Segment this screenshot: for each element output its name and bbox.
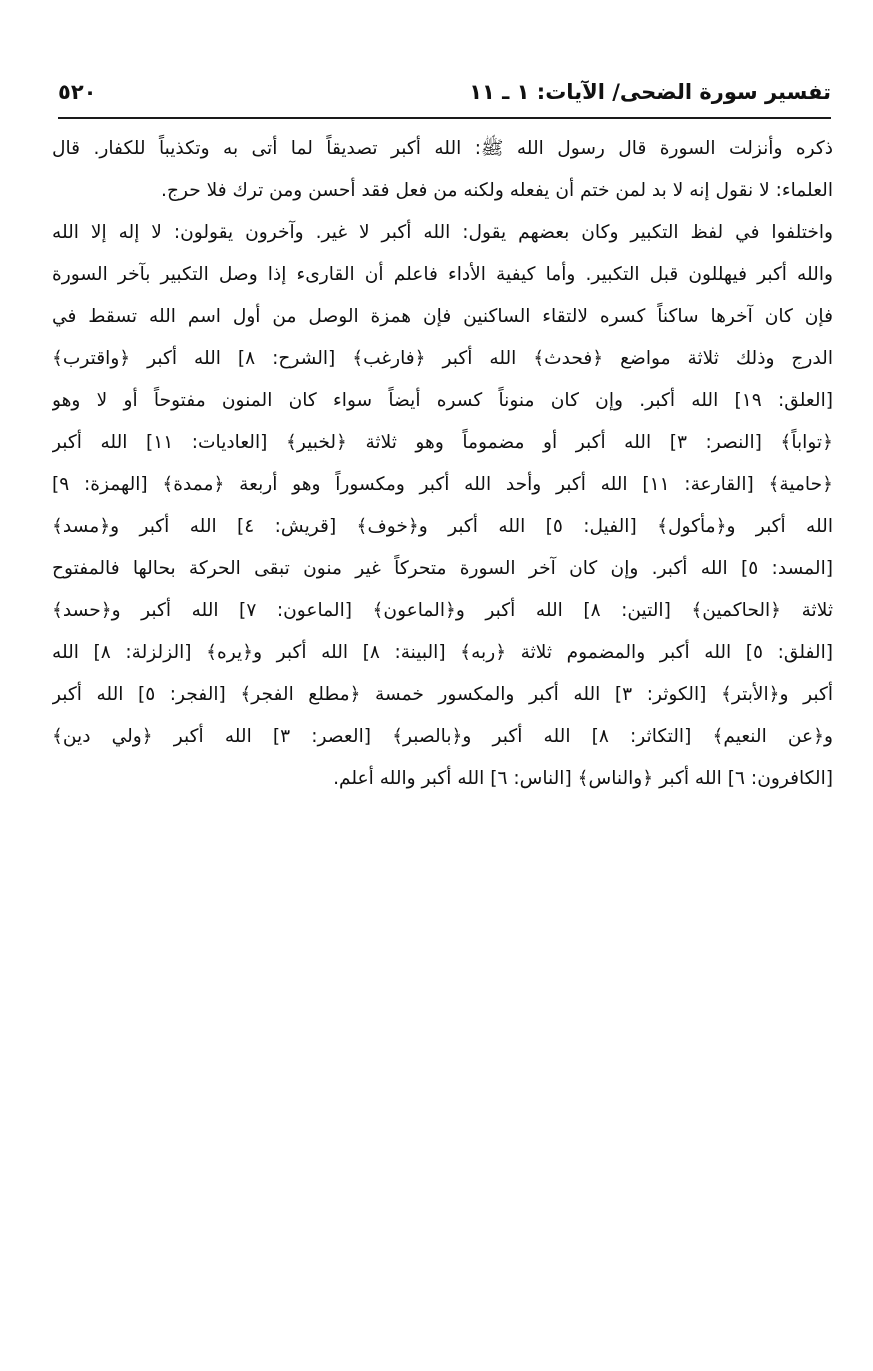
page-number: ٥٢٠	[58, 80, 97, 104]
text-line: الدرج وذلك ثلاثة مواضع ﴿فحدث﴾ الله أكبر ﴿فارغب﴾ [الشرح: ٨] الله أكبر ﴿واقترب﴾	[52, 348, 833, 369]
text-line: أكبر و﴿الأبتر﴾ [الكوثر: ٣] الله أكبر والمكسور خمسة ﴿مطلع الفجر﴾ [الفجر: ٥] الله أكبر	[52, 684, 833, 705]
text-line: ﴿حامية﴾ [القارعة: ١١] الله أكبر وأحد الله أكبر ومكسوراً وهو أربعة ﴿ممدة﴾ [الهمزة: ٩]	[52, 474, 833, 495]
text-line: الله أكبر و﴿مأكول﴾ [الفيل: ٥] الله أكبر و﴿خوف﴾ [قريش: ٤] الله أكبر و﴿مسد﴾	[52, 516, 833, 537]
text-line: ثلاثة ﴿الحاكمين﴾ [التين: ٨] الله أكبر و﴿الماعون﴾ [الماعون: ٧] الله أكبر و﴿حسد﴾	[52, 600, 833, 621]
text-line: واختلفوا في لفظ التكبير وكان بعضهم يقول: الله أكبر لا غير. وآخرون يقولون: لا إله إلا الله	[52, 222, 833, 243]
text-line: ذكره وأنزلت السورة قال رسول الله ﷺ: الله أكبر تصديقاً لما أتى به وتكذيباً للكفار. قال	[52, 138, 833, 159]
body-text	[52, 128, 833, 800]
text-line: [الكافرون: ٦] الله أكبر ﴿والناس﴾ [الناس: ٦] الله أكبر والله أعلم.	[333, 768, 833, 789]
header-title: تفسير سورة الضحى/ الآيات: ١ ـ ١١	[469, 80, 831, 104]
text-line: فإن كان آخرها ساكناً كسره لالتقاء الساكنين فإن همزة الوصل من أول اسم الله تسقط في	[52, 306, 833, 327]
text-line: [المسد: ٥] الله أكبر. وإن كان آخر السورة متحركاً غير منون تبقى الحركة بحالها فالمفتوح	[52, 558, 833, 579]
text-line: والله أكبر فيهللون قبل التكبير. وأما كيفية الأداء فاعلم أن القارىء إذا وصل التكبير بآخر السورة	[52, 264, 833, 285]
text-line: ﴿تواباً﴾ [النصر: ٣] الله أكبر أو مضموماً وهو ثلاثة ﴿لخبير﴾ [العاديات: ١١] الله أكبر	[52, 432, 833, 453]
text-line: [الفلق: ٥] الله أكبر والمضموم ثلاثة ﴿ربه﴾ [البينة: ٨] الله أكبر و﴿يره﴾ [الزلزلة: ٨] الله	[52, 642, 833, 663]
text-line: العلماء: لا نقول إنه لا بد لمن ختم أن يفعله ولكنه من فعل فقد أحسن ومن ترك فلا حرج.	[161, 180, 833, 201]
header-divider	[58, 117, 831, 119]
running-header	[58, 74, 831, 114]
text-line: و﴿عن النعيم﴾ [التكاثر: ٨] الله أكبر و﴿بالصبر﴾ [العصر: ٣] الله أكبر ﴿ولي دين﴾	[52, 726, 833, 747]
text-line: [العلق: ١٩] الله أكبر. وإن كان منوناً كسره أيضاً سواء كان المنون مفتوحاً أو لا وهو	[52, 390, 833, 411]
